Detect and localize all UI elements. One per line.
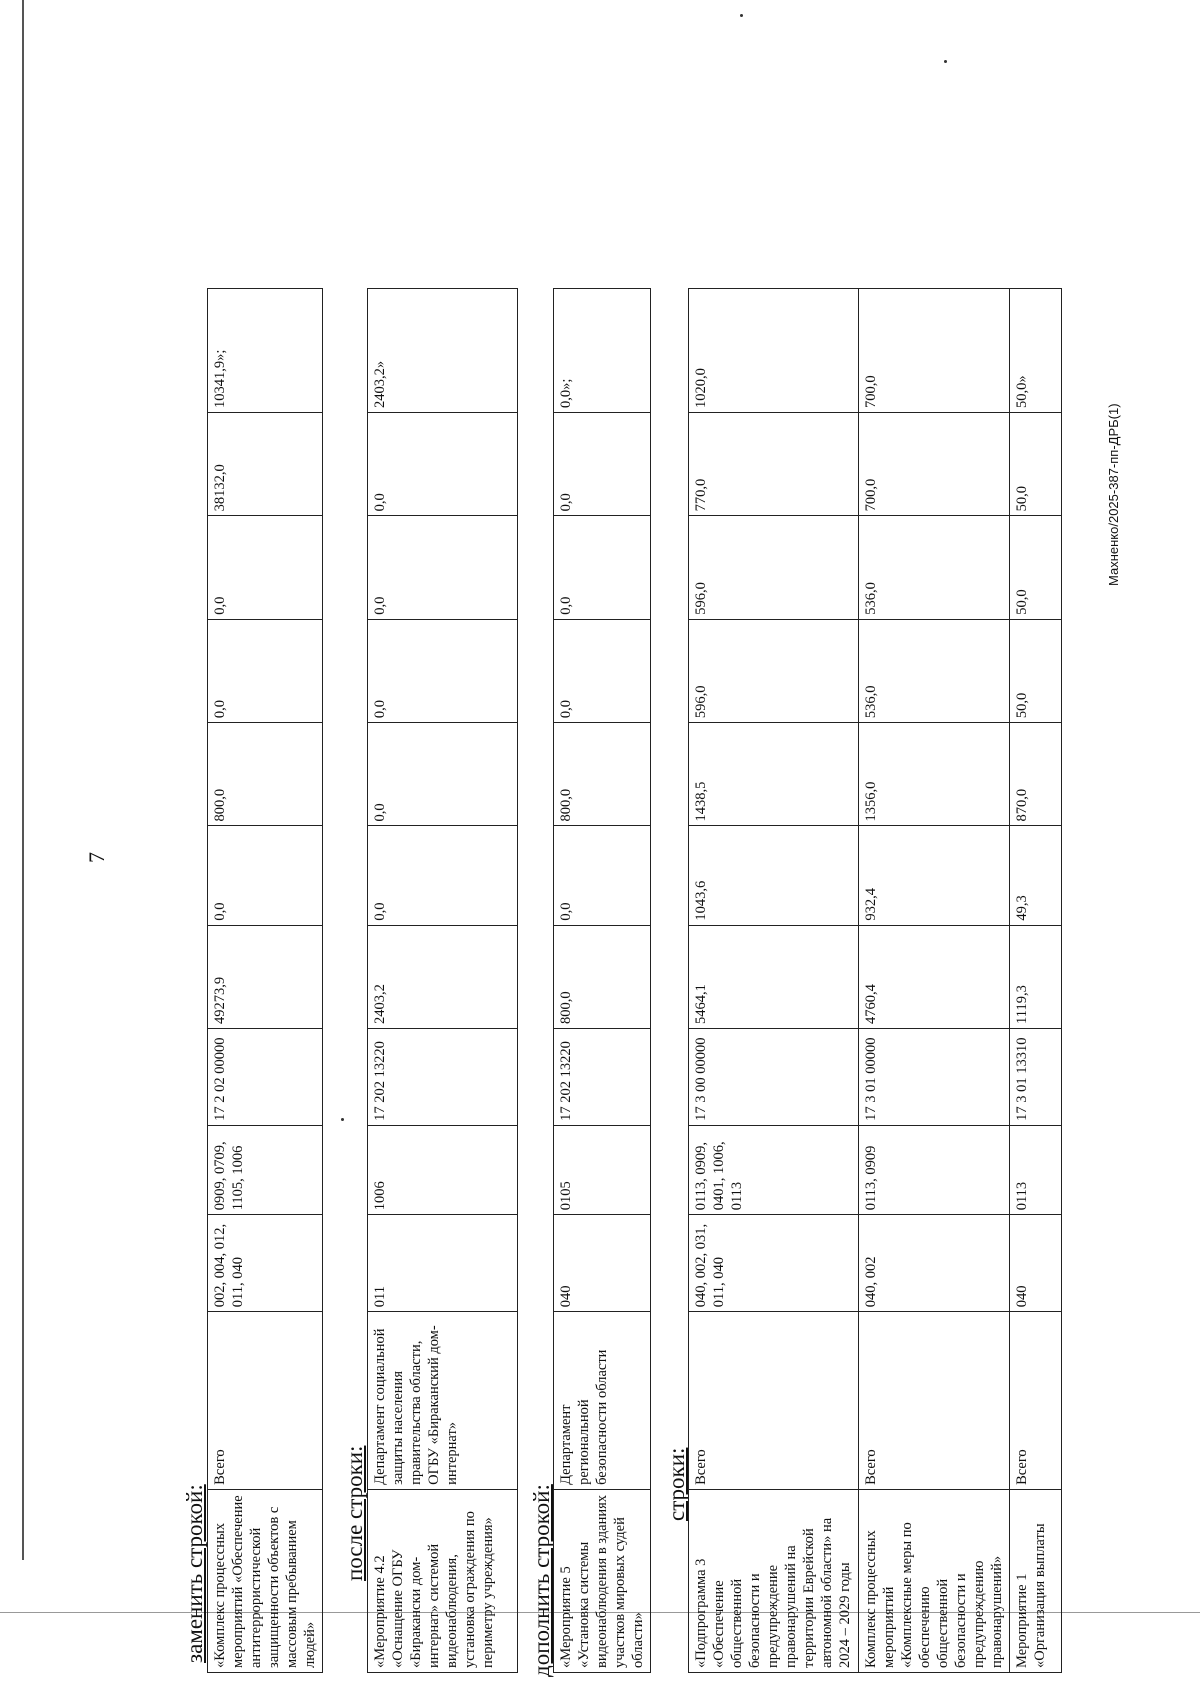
value-year-6: 10341,9»; — [208, 289, 323, 413]
value-year-5: 50,0 — [1010, 412, 1062, 515]
value-year-1: 1043,6 — [689, 826, 859, 925]
row-name: «Мероприятие 4.2 «Оснащение ОГБУ «Биракански дом-интернат» системой видеонаблюдения, установка ограждения по периметру учреждения» — [368, 1489, 518, 1672]
value-year-5: 38132,0 — [208, 412, 323, 515]
grbs-code: 040 — [554, 1215, 651, 1312]
value-year-1: 49,3 — [1010, 826, 1062, 925]
value-year-2: 870,0 — [1010, 723, 1062, 826]
value-year-5: 770,0 — [689, 412, 859, 515]
value-total: 1119,3 — [1010, 925, 1062, 1028]
row-name: Комплекс процессных мероприятий «Комплексные меры по обеспечению общественной безопасности и предупреждению правонарушений» — [859, 1489, 1010, 1672]
value-year-5: 0,0 — [368, 412, 518, 515]
table-row — [208, 289, 323, 1673]
value-year-1: 0,0 — [554, 826, 651, 925]
executor: Всего — [859, 1312, 1010, 1490]
value-year-3: 0,0 — [208, 619, 323, 722]
csr-code: 17 202 13220 — [368, 1028, 518, 1125]
csr-code: 17 3 00 00000 — [689, 1028, 859, 1125]
executor: Департамент социальной защиты населения правительства области, ОГБУ «Бираканский дом-интернат» — [368, 1312, 518, 1490]
csr-code: 17 202 13220 — [554, 1028, 651, 1125]
table-row — [859, 289, 1010, 1673]
value-year-3: 536,0 — [859, 619, 1010, 722]
value-year-1: 0,0 — [208, 826, 323, 925]
section-heading-rows: строки: — [664, 1447, 689, 1521]
table-row — [689, 289, 859, 1673]
value-year-4: 0,0 — [368, 516, 518, 619]
value-total: 4760,4 — [859, 925, 1010, 1028]
rzpr-code: 0105 — [554, 1125, 651, 1214]
value-year-2: 800,0 — [208, 723, 323, 826]
grbs-code: 040, 002, 031, 011, 040 — [689, 1215, 859, 1312]
value-year-4: 536,0 — [859, 516, 1010, 619]
value-year-1: 0,0 — [368, 826, 518, 925]
budget-table-after — [367, 288, 518, 1673]
grbs-code: 002, 004, 012, 011, 040 — [208, 1215, 323, 1312]
value-year-4: 0,0 — [554, 516, 651, 619]
value-year-2: 1356,0 — [859, 723, 1010, 826]
budget-table-replace — [207, 288, 323, 1673]
grbs-code: 040 — [1010, 1215, 1062, 1312]
value-year-5: 0,0 — [554, 412, 651, 515]
value-year-4: 596,0 — [689, 516, 859, 619]
rzpr-code: 1006 — [368, 1125, 518, 1214]
table-row — [368, 289, 518, 1673]
value-year-3: 0,0 — [368, 619, 518, 722]
value-year-4: 0,0 — [208, 516, 323, 619]
value-year-1: 932,4 — [859, 826, 1010, 925]
row-name: «Мероприятие 5 «Установка системы видеонаблюдения в зданиях участков мировых судей области» — [554, 1489, 651, 1672]
table-row — [554, 289, 651, 1673]
executor: Всего — [689, 1312, 859, 1490]
value-year-6: 0,0»; — [554, 289, 651, 413]
value-year-3: 50,0 — [1010, 619, 1062, 722]
value-year-3: 0,0 — [554, 619, 651, 722]
rzpr-code: 0113 — [1010, 1125, 1062, 1214]
executor: Департамент региональной безопасности области — [554, 1312, 651, 1490]
section-heading-replace: заменить строкой: — [182, 1484, 207, 1663]
value-year-2: 800,0 — [554, 723, 651, 826]
csr-code: 17 3 01 13310 — [1010, 1028, 1062, 1125]
value-year-6: 1020,0 — [689, 289, 859, 413]
value-total: 2403,2 — [368, 925, 518, 1028]
value-total: 800,0 — [554, 925, 651, 1028]
row-name: «Подпрограмма 3 «Обеспечение общественной безопасности и предупреждение правонарушений на территории Еврейской автономной области» на 2024 – 2029 годы — [689, 1489, 859, 1672]
csr-code: 17 2 02 00000 — [208, 1028, 323, 1125]
value-year-4: 50,0 — [1010, 516, 1062, 619]
rzpr-code: 0909, 0709, 1105, 1006 — [208, 1125, 323, 1214]
rzpr-code: 0113, 0909 — [859, 1125, 1010, 1214]
section-heading-append: дополнить строкой: — [529, 1484, 554, 1677]
value-total: 49273,9 — [208, 925, 323, 1028]
budget-table-append — [553, 288, 651, 1673]
value-year-2: 0,0 — [368, 723, 518, 826]
executor: Всего — [208, 1312, 323, 1490]
value-year-6: 700,0 — [859, 289, 1010, 413]
budget-table-rows — [688, 288, 1062, 1673]
section-heading-after: после строки: — [342, 1445, 367, 1581]
row-name: «Комплекс процессных мероприятий «Обеспечение антитеррористической защищенности объектов с массовым пребыванием людей» — [208, 1489, 323, 1672]
value-total: 5464,1 — [689, 925, 859, 1028]
value-year-6: 2403,2» — [368, 289, 518, 413]
value-year-6: 50,0» — [1010, 289, 1062, 413]
footer-document-code: Махненко/2025-387-пп-ДРБ(1) — [1106, 403, 1121, 586]
value-year-3: 596,0 — [689, 619, 859, 722]
grbs-code: 040, 002 — [859, 1215, 1010, 1312]
value-year-2: 1438,5 — [689, 723, 859, 826]
rzpr-code: 0113, 0909, 0401, 1006, 0113 — [689, 1125, 859, 1214]
value-year-5: 700,0 — [859, 412, 1010, 515]
csr-code: 17 3 01 00000 — [859, 1028, 1010, 1125]
executor: Всего — [1010, 1312, 1062, 1490]
row-name: Мероприятие 1 «Организация выплаты — [1010, 1489, 1062, 1672]
table-row — [1010, 289, 1062, 1673]
page-number: 7 — [84, 852, 109, 863]
grbs-code: 011 — [368, 1215, 518, 1312]
